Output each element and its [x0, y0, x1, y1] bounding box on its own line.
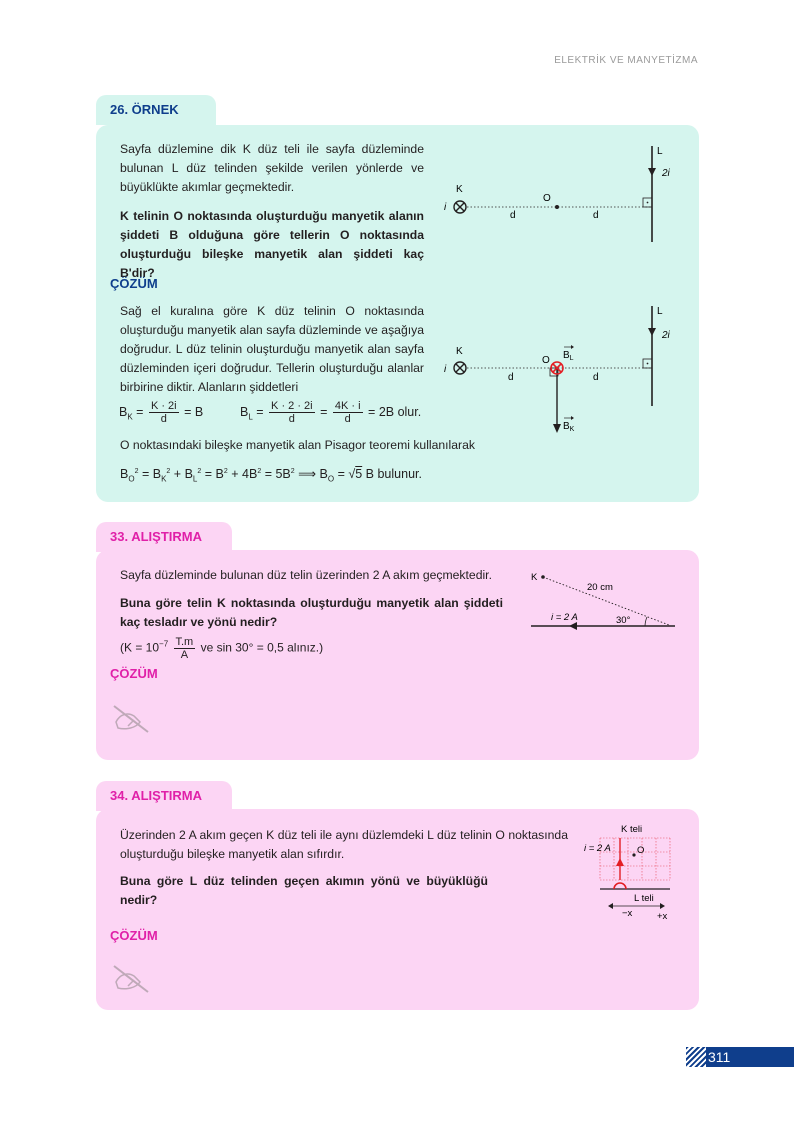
ex34-title: 34. ALIŞTIRMA — [96, 781, 232, 811]
current-2i-label-2: 2i — [662, 330, 670, 341]
page-number-text: 311 — [706, 1047, 794, 1067]
solution-text: Sağ el kuralına göre K düz telinin O noktasında oluşturduğu manyetik alan sayfa düzleminde ve aşağıya doğrudur. L düz telinin oluşturduğu manyetik alan sayfa düzleminden içeri doğrudur. Tellerin oluşturduğu alanlar birbirine diktir. Alanların şiddetleri — [120, 304, 424, 394]
ex34-text: Üzerinden 2 A akım geçen K düz teli ile aynı düzlemdeki L düz telinin O noktasında oluşturduğu bileşke manyetik alan sıfırdır. — [120, 828, 568, 861]
running-header: ELEKTRİK VE MANYETİZMA — [554, 55, 698, 66]
current-2i-label: 2i — [662, 168, 670, 179]
example-figure — [440, 140, 680, 250]
ex34-solution-label: ÇÖZÜM — [110, 928, 158, 943]
example-title: 26. ÖRNEK — [96, 95, 216, 125]
pisagor-text: O noktasındaki bileşke manyetik alan Pisagor teoremi kullanılarak — [120, 438, 475, 452]
example-solution-label: ÇÖZÜM — [110, 276, 158, 291]
distance-d3: d — [508, 372, 514, 383]
ex33-given: ($K = 10^{-7}$ $\frac{T.m}{A}$ ve sin 30° = 0,5 alınız.) — [120, 636, 324, 661]
minus-x-label: −x — [622, 908, 633, 919]
page-number — [686, 1047, 794, 1067]
ex34-question: Buna göre L düz telinden geçen akımın yönü ve büyüklüğü nedir? — [120, 874, 488, 907]
distance-d4: d — [593, 372, 599, 383]
angle-label: 30° — [616, 615, 631, 626]
wire-l-label-2: L — [657, 306, 663, 317]
plus-x-label: +x — [657, 911, 668, 922]
formula-bk: $B_K$ = $\frac{K \cdot 2i}{d}$ = B — [119, 400, 204, 425]
solution-figure — [440, 300, 680, 440]
distance-label: 20 cm — [587, 582, 613, 593]
point-o-label-2: O — [542, 355, 550, 366]
current-label-34: i = 2 A — [584, 843, 611, 854]
wire-k-label-34: K teli — [621, 824, 643, 835]
point-o-label-34: O — [637, 845, 645, 856]
wire-l-label-34: L teli — [634, 893, 654, 904]
page-number-stripes — [686, 1047, 706, 1067]
pen-icon — [110, 700, 154, 736]
field-bk-label: $B_K$ — [563, 421, 575, 433]
point-k-label: K — [531, 572, 538, 583]
pen-icon-2 — [110, 960, 154, 996]
wire-l-label: L — [657, 146, 663, 157]
distance-d2: d — [593, 210, 599, 221]
ex33-figure — [525, 566, 685, 638]
ex34-figure — [580, 820, 680, 926]
current-i-label-2: i — [444, 364, 447, 375]
ex33-title: 33. ALIŞTIRMA — [96, 522, 232, 552]
ex33-text: Sayfa düzleminde bulunan düz telin üzerinden 2 A akım geçmektedir. — [120, 568, 492, 582]
current-i-label: i — [444, 202, 447, 213]
wire-k-label: K — [456, 184, 463, 195]
example-text: Sayfa düzlemine dik K düz teli ile sayfa düzleminde bulunan L düz telinden şekilde verilen yönlerde ve büyüklükte akımlar geçmektedir. — [120, 142, 424, 194]
example-question: K telinin O noktasında oluşturduğu manyetik alanın şiddeti B olduğuna göre tellerin O noktasında oluşturduğu bileşke manyetik alan şiddeti kaç B'dir? — [120, 209, 424, 280]
point-o-label: O — [543, 193, 551, 204]
ex33-question: Buna göre telin K noktasında oluşturduğu manyetik alan şiddeti kaç tesladır ve yönü nedir? — [120, 596, 503, 629]
ex33-solution-label: ÇÖZÜM — [110, 666, 158, 681]
current-label: i = 2 A — [551, 612, 578, 623]
distance-d1: d — [510, 210, 516, 221]
wire-k-label-2: K — [456, 346, 463, 357]
field-bl-label: $B_L$ — [563, 350, 574, 362]
formula-bl: $B_L$ = $\frac{K \cdot 2 \cdot 2i}{d}$ = $\frac{4K \cdot i}{d}$ = 2B olur. — [240, 400, 422, 425]
formula-final: $B_O^2 = B_K^2 + B_L^2 = B^2 + 4B^2 = 5B^2$ ⟹ $B_O = √5$ B bulunur. — [120, 467, 422, 484]
